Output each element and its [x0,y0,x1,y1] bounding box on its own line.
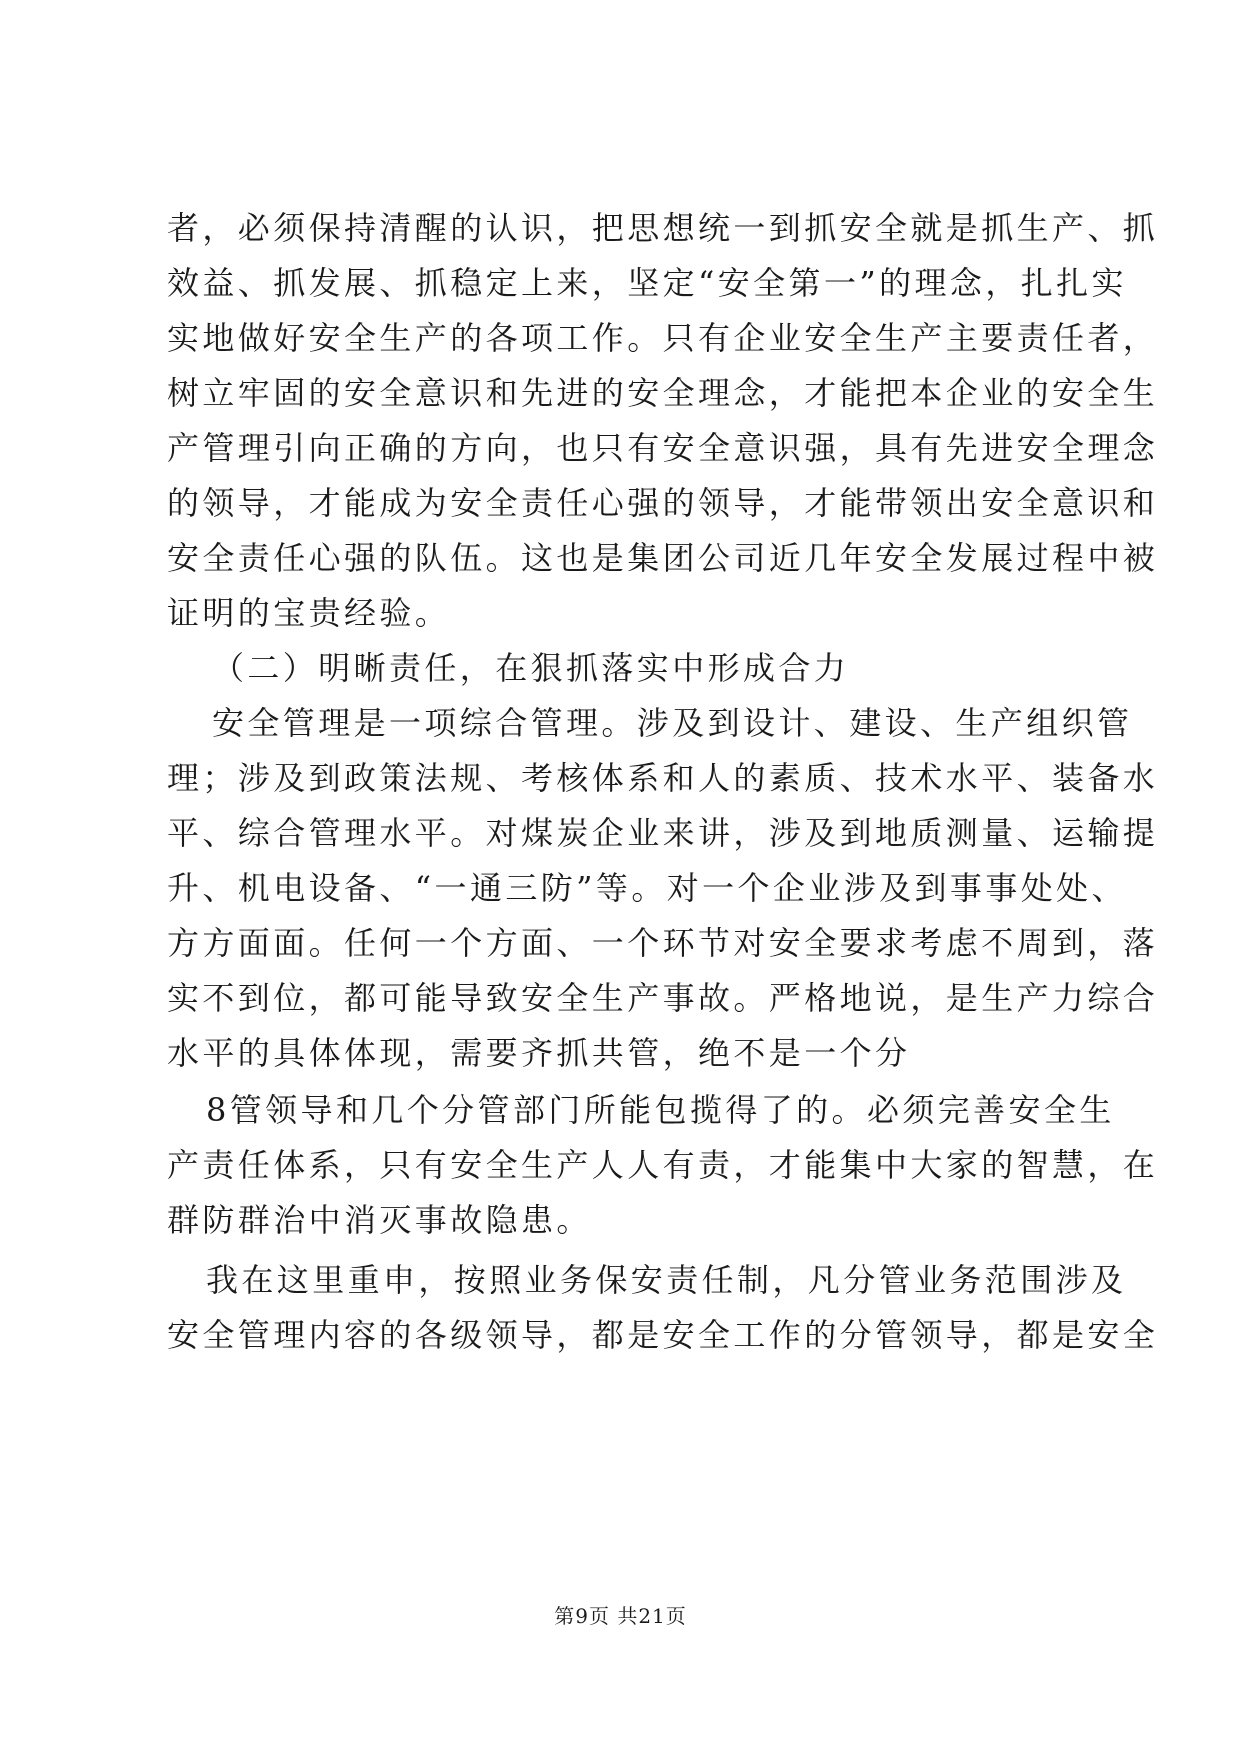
page-number: 第9页 共21页 [554,1604,687,1628]
text-line: 安全管理内容的各级领导，都是安全工作的分管领导，都是安全 [167,1316,1159,1354]
text-line: 产管理引向正确的方向，也只有安全意识强，具有先进安全理念 [167,429,1159,467]
text-line: 产责任体系，只有安全生产人人有责，才能集中大家的智慧，在 [167,1146,1159,1184]
text-line: 群防群治中消灭事故隐患。 [167,1201,592,1239]
text-line: 效益、抓发展、抓稳定上来，坚定“安全第一”的理念，扎扎实 [167,264,1127,302]
text-line: 安全管理是一项综合管理。涉及到设计、建设、生产组织管 [212,704,1133,742]
text-line: 树立牢固的安全意识和先进的安全理念，才能把本企业的安全生 [167,374,1159,412]
text-line: 方方面面。任何一个方面、一个环节对安全要求考虑不周到，落 [167,924,1159,962]
section-heading: （二）明晰责任，在狠抓落实中形成合力 [212,649,850,687]
text-line: 实不到位，都可能导致安全生产事故。严格地说，是生产力综合 [167,979,1159,1017]
text-line: 理；涉及到政策法规、考核体系和人的素质、技术水平、装备水 [167,759,1159,797]
text-line: 水平的具体体现，需要齐抓共管，绝不是一个分 [167,1034,911,1072]
text-line: 我在这里重申，按照业务保安责任制，凡分管业务范围涉及 [206,1261,1127,1299]
text-line: 的领导，才能成为安全责任心强的领导，才能带领出安全意识和 [167,484,1159,522]
text-line: 实地做好安全生产的各项工作。只有企业安全生产主要责任者， [167,319,1159,357]
text-line: 者，必须保持清醒的认识，把思想统一到抓安全就是抓生产、抓 [167,209,1159,247]
text-line: 升、机电设备、“一通三防”等。对一个企业涉及到事事处处、 [167,869,1127,907]
text-line: 证明的宝贵经验。 [167,594,451,632]
text-line: 安全责任心强的队伍。这也是集团公司近几年安全发展过程中被 [167,539,1159,577]
text-line: 平、综合管理水平。对煤炭企业来讲，涉及到地质测量、运输提 [167,814,1159,852]
text-line: 8管领导和几个分管部门所能包揽得了的。必须完善安全生 [206,1091,1115,1129]
